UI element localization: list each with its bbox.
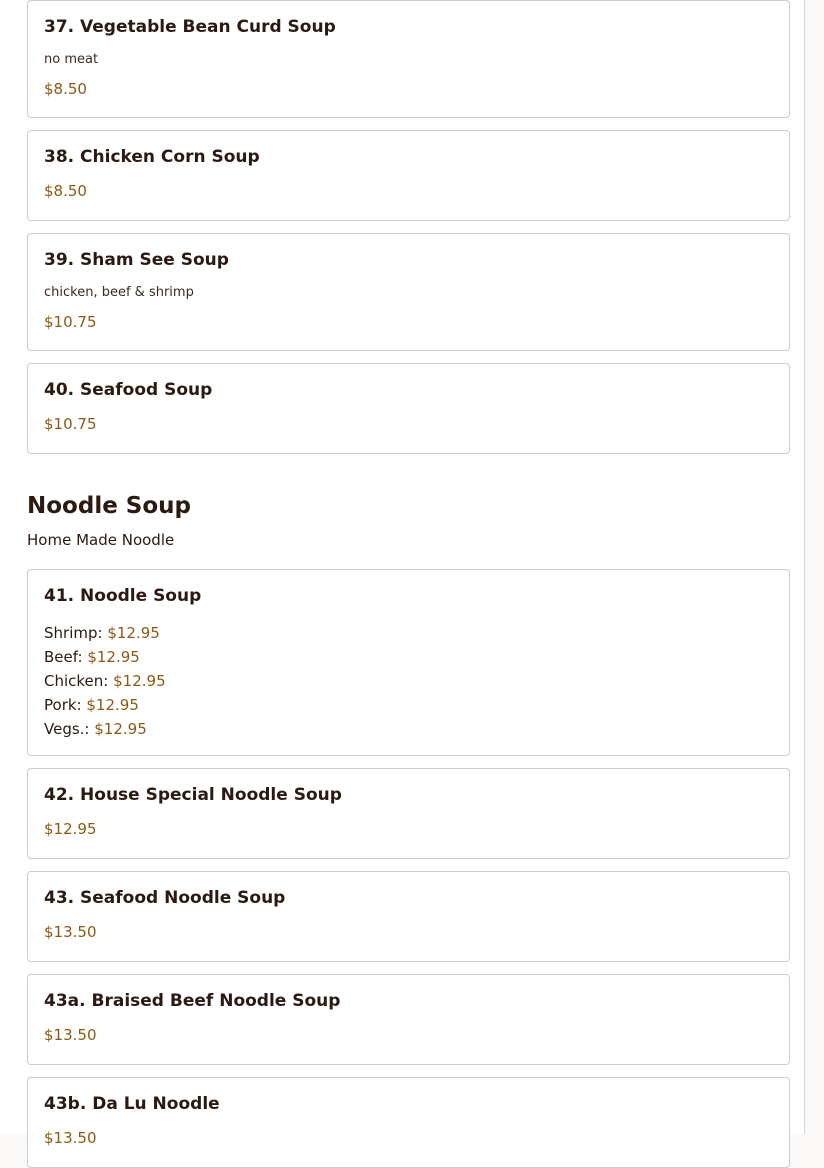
price-option-price: $12.95 [107,624,160,642]
menu-item-title: 43. Seafood Noodle Soup [44,888,286,908]
menu-item-card[interactable] [27,768,790,859]
menu-item-title: 41. Noodle Soup [44,586,202,606]
menu-item-title: 42. House Special Noodle Soup [44,785,342,805]
price-option-label: Chicken: [44,672,109,690]
price-option [44,693,166,717]
menu-item-title: 43b. Da Lu Noodle [44,1094,220,1114]
price-option-price: $12.95 [113,672,166,690]
menu-item-price: $8.50 [44,80,87,98]
menu-item-card[interactable] [27,0,790,118]
menu-item-title: 38. Chicken Corn Soup [44,147,260,167]
price-option-label: Beef: [44,648,83,666]
menu-item-price: $10.75 [44,313,97,331]
price-option-label: Vegs.: [44,720,90,738]
price-option [44,645,166,669]
price-option-label: Shrimp: [44,624,103,642]
menu-item-price: $13.50 [44,1129,97,1147]
menu-item-card[interactable] [27,871,790,962]
menu-item-card[interactable] [27,569,790,756]
price-option [44,717,166,741]
price-option-label: Pork: [44,696,82,714]
menu-item-card[interactable] [27,233,790,351]
price-option [44,669,166,693]
menu-item-card[interactable] [27,1077,790,1168]
menu-item-title: 43a. Braised Beef Noodle Soup [44,991,341,1011]
menu-item-title: 40. Seafood Soup [44,380,213,400]
section-title: Noodle Soup [27,493,192,519]
menu-item-card[interactable] [27,974,790,1065]
price-options-list [44,621,166,741]
menu-item-description: chicken, beef & shrimp [44,285,194,300]
price-option-price: $12.95 [94,720,147,738]
menu-item-price: $10.75 [44,415,97,433]
menu-item-price: $13.50 [44,1026,97,1044]
price-option [44,621,166,645]
menu-item-card[interactable] [27,130,790,221]
price-option-price: $12.95 [86,696,139,714]
menu-item-price: $13.50 [44,923,97,941]
price-option-price: $12.95 [87,648,140,666]
menu-item-price: $8.50 [44,182,87,200]
menu-item-price: $12.95 [44,820,97,838]
menu-item-title: 37. Vegetable Bean Curd Soup [44,17,336,37]
section-subtitle: Home Made Noodle [27,531,175,549]
menu-item-title: 39. Sham See Soup [44,250,229,270]
menu-item-card[interactable] [27,363,790,454]
menu-item-description: no meat [44,52,99,67]
